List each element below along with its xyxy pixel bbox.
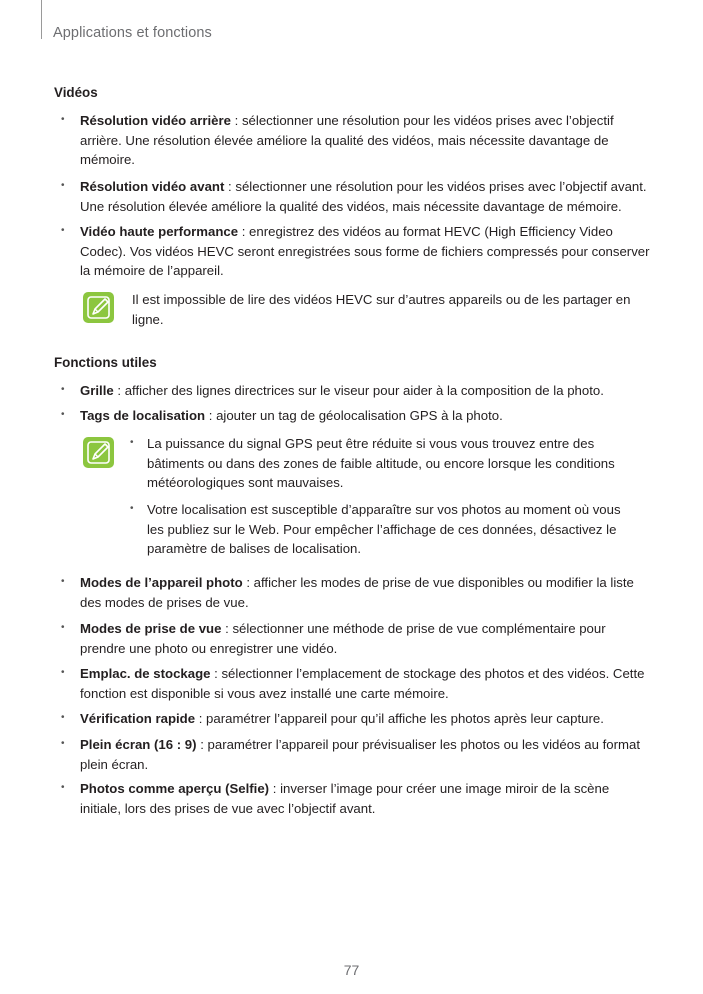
list-item [80,222,652,281]
item-term: Tags de localisation [80,408,206,423]
item-text: : afficher des lignes directrices sur le viseur pour aider à la composition de la photo. [113,383,604,398]
note-pencil-icon [83,437,114,468]
item-term: Vidéo haute performance [80,224,239,239]
item-term: Résolution vidéo avant [80,179,225,194]
item-text: : paramétrer l’appareil pour qu’il affiche les photos après leur capture. [195,711,604,726]
note-list-item: • Votre localisation est susceptible d’apparaître sur vos photos au moment où vous les publiez sur le Web. Pour empêcher l’affichage de ces données, désactivez le paramètre de balises de localisation. [147,500,637,559]
item-term: Modes de l’appareil photo [80,575,243,590]
item-text: : sélectionner une résolution pour les vidéos prises avec l’objectif avant. Une résolution élevée améliore la qualité des vidéos, mais nécessite davantage de mémoire. [80,179,647,214]
item-text: : sélectionner une méthode de prise de vue complémentaire pour prendre une photo ou enregistrer une vidéo. [80,621,606,656]
item-term: Résolution vidéo arrière [80,113,231,128]
list-item [80,779,652,818]
item-text: : afficher les modes de prise de vue disponibles ou modifier la liste des modes de prises de vue. [80,575,634,610]
item-term: Grille [80,383,114,398]
item-term: Photos comme aperçu (Selfie) [80,781,270,796]
section-heading-videos: Vidéos [54,85,98,100]
item-term: Modes de prise de vue [80,621,222,636]
item-text: : enregistrez des vidéos au format HEVC (High Efficiency Video Codec). Vos vidéos HEVC seront enregistrées sous forme de fichiers compressés pour conserver la mémoire de l’appareil. [80,224,650,278]
list-item [80,619,652,658]
list-item [80,111,652,170]
item-text: : paramétrer l’appareil pour prévisualiser les photos ou les vidéos au format plein écran. [80,737,641,772]
item-text: : ajouter un tag de géolocalisation GPS à la photo. [205,408,503,423]
note-text: Il est impossible de lire des vidéos HEVC sur d’autres appareils ou de les partager en ligne. [132,292,631,327]
running-head: Applications et fonctions [53,25,212,41]
list-item [80,664,652,703]
section-heading-useful: Fonctions utiles [54,355,157,370]
note-list-item: • La puissance du signal GPS peut être réduite si vous vous trouvez entre des bâtiments ou dans des zones de faible altitude, ou encore lorsque les conditions météorologiques sont mauvaises. [147,434,637,493]
item-text: : sélectionner l’emplacement de stockage des photos et des vidéos. Cette fonction est disponible si vous avez installé une carte mémoire. [80,666,645,701]
list-item [80,381,652,401]
item-term: Vérification rapide [80,711,196,726]
note-pencil-icon [83,292,114,323]
item-text: : sélectionner une résolution pour les vidéos prises avec l’objectif arrière. Une résolution élevée améliore la qualité des vidéos, mais nécessite davantage de mémoire. [80,113,614,167]
item-text: : inverser l’image pour créer une image miroir de la scène initiale, lors des prises de vue avec l’objectif avant. [80,781,610,816]
list-item [80,177,652,216]
item-term: Plein écran (16 : 9) [80,737,197,752]
page-number: 77 [343,962,360,978]
list-item [80,735,652,774]
item-term: Emplac. de stockage [80,666,211,681]
list-item [80,709,652,729]
list-item [80,573,652,612]
margin-rule [41,0,42,39]
list-item [80,406,652,426]
